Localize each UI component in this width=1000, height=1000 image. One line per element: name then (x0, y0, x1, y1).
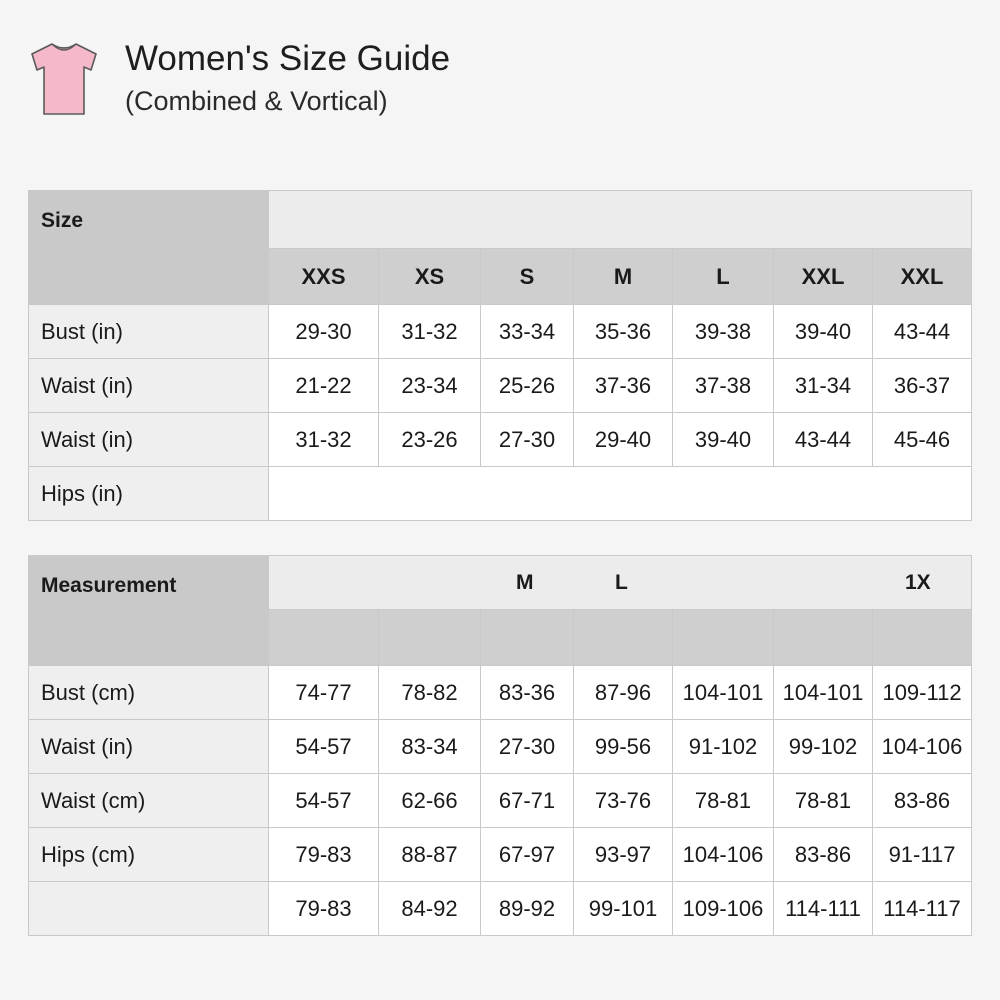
size-col-header: S (481, 249, 574, 305)
table-cell: 27-30 (481, 413, 574, 467)
table-cell: 104-106 (873, 720, 972, 774)
size-col-header (481, 610, 574, 666)
table-cell: 79-83 (269, 882, 379, 936)
table-row (29, 882, 972, 936)
table-row (29, 359, 972, 413)
table-cell: 99-56 (574, 720, 673, 774)
measurement-header: Measurement (29, 556, 269, 666)
t-shirt-icon (28, 40, 100, 118)
table-cell: 78-81 (774, 774, 873, 828)
table-cell: 62-66 (379, 774, 481, 828)
size-col-header (269, 610, 379, 666)
table-row (29, 720, 972, 774)
table-cell: 78-82 (379, 666, 481, 720)
row-label: Hips (in) (29, 467, 269, 521)
table-cell: 99-102 (774, 720, 873, 774)
table-cell: 37-36 (574, 359, 673, 413)
table-cell: 93-97 (574, 828, 673, 882)
table-cell: 99-101 (574, 882, 673, 936)
table-cell: 23-26 (379, 413, 481, 467)
size-col-header (873, 610, 972, 666)
table-cell: 36-37 (873, 359, 972, 413)
table-cell: 114-111 (774, 882, 873, 936)
size-col-header: XS (379, 249, 481, 305)
band-label: M (516, 570, 534, 594)
table-cell: 67-71 (481, 774, 574, 828)
table-cell: 114-117 (873, 882, 972, 936)
size-table-cm (28, 555, 972, 936)
size-col-header (774, 610, 873, 666)
table-cell: 83-86 (774, 828, 873, 882)
table-row (29, 413, 972, 467)
size-col-header (379, 610, 481, 666)
table-cell: 91-102 (673, 720, 774, 774)
table-cell: 109-112 (873, 666, 972, 720)
table-cell: 21-22 (269, 359, 379, 413)
row-label: Bust (cm) (29, 666, 269, 720)
size-col-header: XXL (774, 249, 873, 305)
size-col-header: XXS (269, 249, 379, 305)
table-cell: 79-83 (269, 828, 379, 882)
page-title: Women's Size Guide (125, 39, 451, 78)
row-label: Waist (in) (29, 720, 269, 774)
table-cell: 87-96 (574, 666, 673, 720)
table-cell: 27-30 (481, 720, 574, 774)
size-col-header: L (673, 249, 774, 305)
table-cell: 39-40 (774, 305, 873, 359)
table-cell: 31-32 (379, 305, 481, 359)
table-cell: 104-101 (774, 666, 873, 720)
page-header (28, 38, 628, 128)
size-header: Size (29, 191, 269, 305)
row-label: Waist (in) (29, 359, 269, 413)
table-cell: 54-57 (269, 720, 379, 774)
table-row (29, 467, 972, 521)
table-cell: 83-86 (873, 774, 972, 828)
table-cell: 37-38 (673, 359, 774, 413)
header-band (269, 191, 972, 249)
table-cell: 29-40 (574, 413, 673, 467)
table-cell: 74-77 (269, 666, 379, 720)
table-cell: 83-34 (379, 720, 481, 774)
row-label: Bust (in) (29, 305, 269, 359)
table-cell: 35-36 (574, 305, 673, 359)
table-row (29, 828, 972, 882)
table-cell: 104-106 (673, 828, 774, 882)
table-cell: 29-30 (269, 305, 379, 359)
page-subtitle: (Combined & Vortical) (125, 86, 388, 116)
size-table-inches (28, 190, 972, 521)
band-label: 1X (905, 570, 931, 594)
table-cell: 54-57 (269, 774, 379, 828)
table-cell: 73-76 (574, 774, 673, 828)
size-col-header: XXL (873, 249, 972, 305)
table-cell: 84-92 (379, 882, 481, 936)
table-cell: 109-106 (673, 882, 774, 936)
table-cell: 83-36 (481, 666, 574, 720)
row-label (29, 882, 269, 936)
table-row (29, 666, 972, 720)
table-cell: 88-87 (379, 828, 481, 882)
row-label: Waist (in) (29, 413, 269, 467)
table-cell: 23-34 (379, 359, 481, 413)
table-cell: 33-34 (481, 305, 574, 359)
table-row (29, 774, 972, 828)
table-cell: 31-32 (269, 413, 379, 467)
table-cell: 31-34 (774, 359, 873, 413)
table-cell: 39-38 (673, 305, 774, 359)
row-label: Hips (cm) (29, 828, 269, 882)
table-cell: 78-81 (673, 774, 774, 828)
table-cell: 39-40 (673, 413, 774, 467)
table-cell: 43-44 (873, 305, 972, 359)
table-cell: 43-44 (774, 413, 873, 467)
table-cell: 67-97 (481, 828, 574, 882)
empty-cell (269, 467, 972, 521)
band-label: L (615, 570, 628, 594)
size-col-header (673, 610, 774, 666)
row-label: Waist (cm) (29, 774, 269, 828)
size-col-header: M (574, 249, 673, 305)
header-band (269, 556, 972, 610)
table-cell: 45-46 (873, 413, 972, 467)
size-col-header (574, 610, 673, 666)
table-cell: 25-26 (481, 359, 574, 413)
table-cell: 91-117 (873, 828, 972, 882)
table-cell: 89-92 (481, 882, 574, 936)
table-row (29, 305, 972, 359)
table-cell: 104-101 (673, 666, 774, 720)
